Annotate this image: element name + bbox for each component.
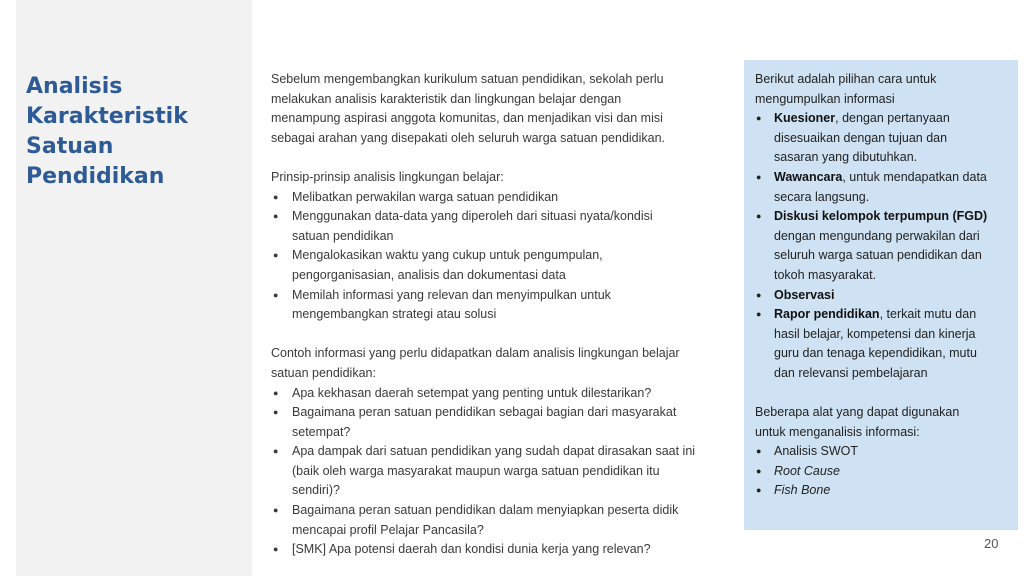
title-line: Satuan Pendidikan — [26, 134, 165, 189]
tools-heading: Beberapa alat yang dapat digunakan untuk menganalisis informasi: — [755, 405, 960, 439]
principles-list — [271, 188, 727, 325]
tools-list — [755, 442, 1008, 501]
method-item: ● Wawancara, untuk mendapatkan data secara langsung. — [755, 168, 1008, 207]
intro-paragraph — [271, 70, 727, 148]
examples-heading: Contoh informasi yang perlu didapatkan dalam analisis lingkungan belajar satuan pendidikan: — [271, 346, 680, 380]
list-item: ● Memilah informasi yang relevan dan menyimpulkan untuk mengembangkan strategi atau solusi — [271, 286, 727, 325]
list-item: ● Menggunakan data-data yang diperoleh dari situasi nyata/kondisi satuan pendidikan — [271, 207, 727, 246]
slide-title — [26, 72, 246, 192]
method-item: ● Kuesioner, dengan pertanyaan disesuaikan dengan tujuan dan sasaran yang dibutuhkan. — [755, 109, 1008, 168]
intro-line: sebagai arahan yang disepakati oleh seluruh warga satuan pendidikan. — [271, 130, 666, 145]
intro-line: menampung aspirasi anggota komunitas, dan menjadikan visi dan misi — [271, 111, 663, 126]
tool-item: ● Fish Bone — [755, 481, 1008, 501]
side-intro: Berikut adalah pilihan cara untuk mengumpulkan informasi — [755, 72, 937, 106]
list-item: ● [SMK] Apa potensi daerah dan kondisi dunia kerja yang relevan? — [271, 540, 727, 560]
list-item: ● Mengalokasikan waktu yang cukup untuk pengumpulan, pengorganisasian, analisis dan dokumentasi data — [271, 246, 727, 285]
info-collection-panel — [744, 60, 1018, 530]
list-item: ● Bagaimana peran satuan pendidikan sebagai bagian dari masyarakat setempat? — [271, 403, 727, 442]
list-item: ● Apa kekhasan daerah setempat yang penting untuk dilestarikan? — [271, 384, 727, 404]
list-item: ● Melibatkan perwakilan warga satuan pendidikan — [271, 188, 727, 208]
intro-line: Sebelum mengembangkan kurikulum satuan pendidikan, sekolah perlu — [271, 72, 664, 86]
method-item: ● Observasi — [755, 286, 1008, 306]
title-line: Karakteristik — [26, 104, 188, 129]
principles-heading: Prinsip-prinsip analisis lingkungan belajar: — [271, 169, 504, 184]
main-content — [271, 70, 727, 560]
list-item: ● Bagaimana peran satuan pendidikan dalam menyiapkan peserta didik mencapai profil Pelajar Pancasila? — [271, 501, 727, 540]
title-line: Analisis — [26, 74, 123, 99]
methods-list — [755, 109, 1008, 383]
method-item: ● Diskusi kelompok terpumpun (FGD) dengan mengundang perwakilan dari seluruh warga satuan pendidikan dan tokoh masyarakat. — [755, 207, 1008, 285]
tool-item: ● Analisis SWOT — [755, 442, 1008, 462]
examples-list — [271, 384, 727, 560]
intro-line: melakukan analisis karakteristik dan lingkungan belajar dengan — [271, 91, 622, 106]
tool-item: ● Root Cause — [755, 462, 1008, 482]
method-item: ● Rapor pendidikan, terkait mutu dan hasil belajar, kompetensi dan kinerja guru dan tenaga kependidikan, mutu dan relevansi pembelajaran — [755, 305, 1008, 383]
page-number: 20 — [984, 536, 999, 551]
list-item: ● Apa dampak dari satuan pendidikan yang sudah dapat dirasakan saat ini (baik oleh warga masyarakat maupun warga satuan pendidikan itu sendiri)? — [271, 442, 727, 501]
